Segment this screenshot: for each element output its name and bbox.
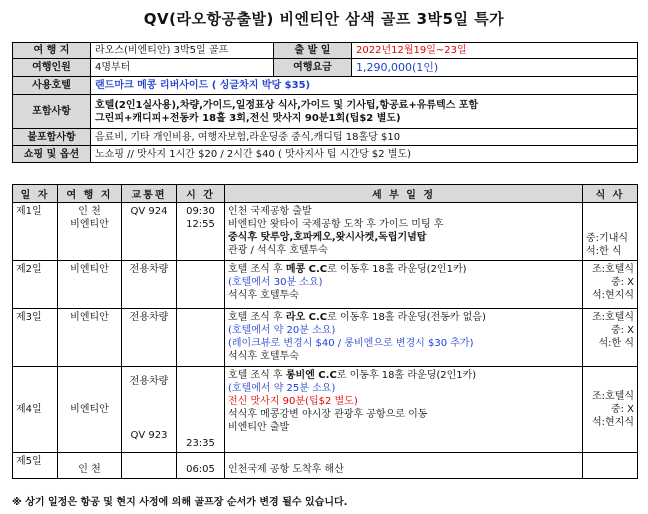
day2-transport: 전용차량: [122, 261, 177, 309]
day3-detail-1-post: 로 이동후 18홀 라운딩(전동카 없음): [327, 312, 486, 323]
day4-transport-2: QV 923: [130, 430, 168, 441]
day1-place-2: 비엔티안: [70, 219, 109, 230]
day1-time: [177, 203, 225, 261]
hotel-label: 사용호텔: [13, 77, 91, 95]
day3-detail-1-pre: 호텔 조식 후: [228, 312, 286, 323]
header-day: 일 자: [13, 185, 58, 203]
header-transport: 교통편: [122, 185, 177, 203]
destination-label: 여 행 지: [13, 43, 91, 59]
excludes-label: 불포함사항: [13, 129, 91, 146]
day3-meal: [583, 309, 638, 367]
day4-golf-course: 롱비엔 C.C: [285, 370, 337, 381]
destination-value: 라오스(비엔티안) 3박5일 골프: [91, 43, 274, 59]
day3-meal-2: 중: X: [610, 325, 634, 336]
day4-detail-2: (호텔에서 약 25분 소요): [228, 383, 336, 394]
day3-day: 제3일: [13, 309, 58, 367]
day2-day: 제2일: [13, 261, 58, 309]
day1-time-1: 09:30: [186, 206, 215, 217]
day4-transport-1: 전용차량: [129, 376, 169, 387]
day1-day: 제1일: [13, 203, 58, 261]
day5-meal: [583, 453, 638, 479]
day2-detail-1-pre: 호텔 조식 후: [228, 264, 286, 275]
day4-meal-2: 중: X: [610, 404, 634, 415]
day4-detail-4: 석식후 메콩강변 야시장 관광후 공항으로 이동: [228, 409, 428, 420]
day2-meal-1: 조:호텔식: [591, 264, 634, 275]
schedule-row-day5: [13, 453, 638, 479]
day4-detail-1-post: 로 이동후 18홀 라운딩(2인1카): [336, 370, 477, 381]
day4-meal: [583, 367, 638, 453]
day4-time: 23:35: [177, 367, 225, 453]
schedule-row-day4: [13, 367, 638, 453]
day3-golf-course: 라오 C.C: [285, 312, 328, 323]
day1-place-1: 인 천: [78, 206, 101, 217]
page-title: QV(라오항공출발) 비엔티안 삼색 골프 3박5일 특가: [143, 10, 505, 28]
includes-value: [91, 95, 638, 129]
day1-transport: QV 924: [122, 203, 177, 261]
day1-detail-4: 관광 / 석식후 호텔투숙: [228, 245, 328, 256]
departure-value: 2022년12월19일~23일: [352, 43, 638, 59]
day3-meal-1: 조:호텔식: [591, 312, 634, 323]
day2-meal-2: 중: X: [610, 277, 634, 288]
header-meal: 식 사: [583, 185, 638, 203]
day3-detail-2: (호텔에서 약 20분 소요): [228, 325, 336, 336]
header-detail: 세 부 일 정: [225, 185, 583, 203]
day5-detail: 인천국제 공항 도착후 해산: [225, 453, 583, 479]
hotel-value: 랜드마크 메콩 리버사이드 ( 싱글차지 박당 $35): [91, 77, 638, 95]
schedule-row-day2: [13, 261, 638, 309]
excludes-value: 음료비, 기타 개인비용, 여행자보험,라운딩중 중식,캐디팁 18홀당 $10: [91, 129, 638, 146]
day3-meal-3: 석:한 식: [598, 338, 634, 349]
day4-detail-3: 전신 맛사지 90분(팁$2 별도): [228, 396, 358, 407]
day3-detail: [225, 309, 583, 367]
day5-time: 06:05: [177, 453, 225, 479]
day5-transport: [122, 453, 177, 479]
people-label: 여행인원: [13, 59, 91, 77]
day4-day: 제4일: [13, 367, 58, 453]
day4-transport: [122, 367, 177, 453]
day1-time-2: 12:55: [186, 219, 215, 230]
day1-detail: [225, 203, 583, 261]
day2-detail: [225, 261, 583, 309]
day2-detail-3: 석식후 호텔투숙: [228, 290, 299, 301]
trip-info-table: [12, 42, 638, 163]
price-label: 여행요금: [274, 59, 352, 77]
day2-meal: [583, 261, 638, 309]
schedule-row-day3: [13, 309, 638, 367]
schedule-row-day1: [13, 203, 638, 261]
footnote: ※ 상기 일정은 항공 및 현지 사정에 의해 골프장 순서가 변경 될수 있습니다.: [12, 497, 348, 508]
day4-meal-3: 석:현지식: [591, 417, 634, 428]
day1-meal: [583, 203, 638, 261]
day2-meal-3: 석:현지식: [591, 290, 634, 301]
day3-time: [177, 309, 225, 367]
day4-detail-5: 비엔티안 출발: [228, 422, 290, 433]
day3-place: 비엔티안: [58, 309, 122, 367]
includes-line-1: 호텔(2인1실사용),차량,가이드,일정표상 식사,가이드 및 기사팁,항공료+유류텍스 포함: [95, 99, 479, 111]
header-time: 시 간: [177, 185, 225, 203]
day1-place: [58, 203, 122, 261]
day4-detail-1-pre: 호텔 조식 후: [228, 370, 286, 381]
day1-detail-1: 인천 국제공항 출발: [228, 206, 312, 217]
day3-detail-4: 석식후 호텔투숙: [228, 351, 299, 362]
day2-detail-1-post: 로 이동후 18홀 라운딩(2인1카): [327, 264, 467, 275]
day3-detail-3: (레이크뷰로 변경시 $40 / 롱비엔으로 변경시 $30 추가): [228, 338, 474, 349]
day4-place: 비엔티안: [58, 367, 122, 453]
day5-day: 제5일: [13, 453, 58, 479]
day1-detail-3: 중식후 탓루앙,호파케오,왓시사켓,독립기념탑: [228, 232, 427, 243]
options-label: 쇼핑 및 옵션: [13, 146, 91, 163]
day2-time: [177, 261, 225, 309]
departure-label: 출 발 일: [274, 43, 352, 59]
day1-meal-2: 석:한 식: [586, 246, 622, 257]
day3-transport: 전용차량: [122, 309, 177, 367]
day4-detail: [225, 367, 583, 453]
day2-place: 비엔티안: [58, 261, 122, 309]
includes-label: 포함사항: [13, 95, 91, 129]
schedule-table: [12, 184, 638, 479]
day2-detail-2: (호텔에서 30분 소요): [228, 277, 323, 288]
options-value: 노쇼핑 // 맛사지 1시간 $20 / 2시간 $40 ( 맛사지사 팁 시간당 $2 별도): [91, 146, 638, 163]
day5-place: 인 천: [58, 453, 122, 479]
day1-detail-2: 비엔티안 왓타이 국제공항 도착 후 가이드 미팅 후: [228, 219, 444, 230]
day1-meal-1: 중:기내식: [586, 233, 629, 244]
price-value: 1,290,000(1인): [352, 59, 638, 77]
people-value: 4명부터: [91, 59, 274, 77]
day4-meal-1: 조:호텔식: [591, 391, 634, 402]
header-place: 여 행 지: [58, 185, 122, 203]
day2-golf-course: 메콩 C.C: [285, 264, 328, 275]
includes-line-2: 그린피+캐디피+전동카 18홀 3회,전신 맛사지 90분1회(팁$2 별도): [95, 112, 401, 124]
